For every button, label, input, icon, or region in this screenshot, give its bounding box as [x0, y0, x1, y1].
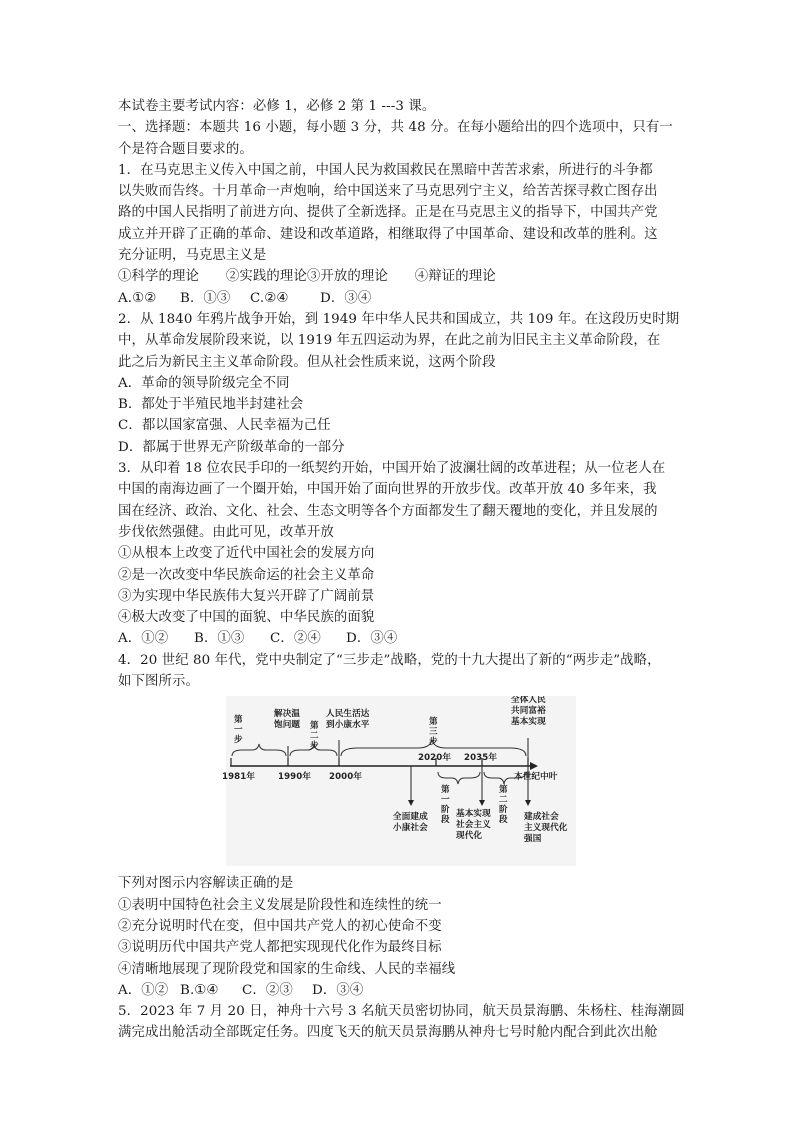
- q3-statement: ①从根本上改变了近代中国社会的发展方向: [118, 546, 375, 562]
- step3-char: 第: [429, 717, 438, 728]
- q4-stem-line: 如下图所示。: [118, 674, 199, 690]
- exam-scope: 本试卷主要考试内容：必修 1，必修 2 第 1 ---3 课。: [118, 99, 436, 114]
- phase1-char: 段: [441, 815, 450, 826]
- q2-stem-line: 2．从 1840 年鸦片战争开始，到 1949 年中华人民共和国成立，共 109 年。在这段历史时期: [118, 311, 680, 327]
- q1-option-d[interactable]: D．③④: [320, 290, 372, 306]
- q4-statement: ①表明中国特色社会主义发展是阶段性和连续性的统一: [118, 897, 442, 913]
- year-2035: 2035年: [464, 753, 498, 764]
- step1-char: 一: [234, 725, 243, 736]
- q1-stem-line: 成立并开辟了正确的革命、建设和改革道路，相继取得了中国革命、建设和改革的胜利。这: [118, 226, 658, 242]
- q3-option-a[interactable]: A．①②: [118, 631, 169, 647]
- q2-choice-b[interactable]: B．都处于半殖民地半封建社会: [118, 397, 304, 413]
- q4-option-c[interactable]: C．②③: [242, 982, 293, 998]
- q1-stem-line: 以失败而告终。十月革命一声炮响，给中国送来了马克思列宁主义，给苦苦探寻救亡图存出: [118, 184, 658, 200]
- year-mid-century: 本世纪中叶: [514, 772, 558, 783]
- q3-stem-line: 国在经济、政治、文化、社会、生态文明等各个方面都发生了翻天覆地的变化，并且发展的: [118, 503, 658, 519]
- q1-options: [118, 288, 684, 309]
- question-1: [118, 160, 684, 309]
- step2-char: 第: [310, 721, 319, 732]
- q4-options: [118, 980, 684, 1001]
- step1-char: 第: [234, 715, 243, 726]
- q4-prompt: 下列对图示内容解读正确的是: [118, 876, 294, 892]
- year-2000: 2000年: [329, 772, 363, 783]
- q4-stem-line: 4．20 世纪 80 年代，党中央制定了“三步走”战略，党的十九大提出了新的“两步走”战略，: [118, 652, 661, 668]
- q3-stem-line: 3．从印着 18 位农民手印的一纸契约开始，中国开始了波澜壮阔的改革进程；从一位老人在: [118, 461, 666, 477]
- phase1-char: 一: [441, 795, 450, 806]
- phase1-char: 阶: [441, 805, 450, 816]
- q1-stem-line: 充分证明，马克思主义是: [118, 248, 267, 264]
- exam-content: [118, 96, 684, 1044]
- q1-stem-line: 1．在马克思主义传入中国之前，中国人民为救国救民在黑暗中苦苦求索，所进行的斗争都: [118, 162, 653, 178]
- strategy-timeline-figure: [118, 696, 684, 871]
- target1-label: 全面建成 小康社会: [393, 812, 428, 834]
- q4-statement: ②充分说明时代在变，但中国共产党人的初心使命不变: [118, 918, 442, 934]
- phase2-char: 阶: [499, 805, 508, 816]
- question-4: [118, 650, 684, 1001]
- q3-option-d[interactable]: D．③④: [346, 631, 398, 647]
- q1-statements: ①科学的理论 ②实践的理论③开放的理论 ④辩证的理论: [118, 269, 496, 285]
- step3-char: 步: [429, 737, 438, 748]
- q3-options: [118, 628, 684, 649]
- q3-stem-line: 中国的南海边画了一个圈开始，中国开始了面向世界的开放步伐。改革开放 40 多年来，我: [118, 482, 657, 498]
- question-3: [118, 458, 684, 650]
- q4-option-a[interactable]: A．①②: [118, 982, 169, 998]
- q3-stem-line: 步伐依然强健。由此可见，改革开放: [118, 524, 334, 540]
- q5-stem-line: 5．2023 年 7 月 20 日，神舟十六号 3 名航天员密切协同，航天员景海鹏、朱杨柱、桂海潮圆: [118, 1004, 685, 1020]
- goal3-label: 全体人民 共同富裕 基本实现: [511, 696, 546, 728]
- q3-statement: ②是一次改变中华民族命运的社会主义革命: [118, 567, 375, 583]
- target3-label: 建成社会 主义现代化 强国: [524, 812, 568, 845]
- q2-stem-line: 此之后为新民主主义革命阶段。但从社会性质来说，这两个阶段: [118, 354, 496, 370]
- step2-char: 步: [310, 741, 319, 752]
- q1-option-b[interactable]: B．①③: [180, 290, 231, 306]
- question-2: [118, 309, 684, 458]
- q4-statement: ④清晰地展现了现阶段党和国家的生命线、人民的幸福线: [118, 961, 456, 977]
- section-instruction-line-1: 一、选择题：本题共 16 小题，每小题 3 分，共 48 分。在每小题给出的四个选项中，只有一: [118, 120, 673, 136]
- q2-choice-c[interactable]: C．都以国家富强、人民幸福为己任: [118, 418, 331, 434]
- step2-char: 二: [310, 731, 319, 742]
- q4-statement: ③说明历代中国共产党人都把实现现代化作为最终目标: [118, 940, 442, 956]
- goal2-label: 人民生活达 到小康水平: [326, 709, 370, 731]
- q3-option-c[interactable]: C．②④: [270, 631, 321, 647]
- timeline-diagram: [118, 696, 684, 871]
- q4-option-b[interactable]: B.①④: [180, 982, 219, 998]
- question-5: [118, 1001, 684, 1044]
- phase2-char: 第: [499, 785, 508, 796]
- goal1-label: 解决温 饱问题: [274, 709, 301, 731]
- q3-option-b[interactable]: B．①③: [194, 631, 245, 647]
- q1-option-c[interactable]: C.②④: [250, 290, 289, 306]
- phase1-char: 第: [441, 785, 450, 796]
- q1-stem-line: 路的中国人民指明了前进方向、提供了全新选择。正是在马克思主义的指导下，中国共产党: [118, 205, 658, 221]
- q2-choice-d[interactable]: D．都属于世界无产阶级革命的一部分: [118, 439, 345, 455]
- q5-stem-line: 满完成出舱活动全部既定任务。四度飞天的航天员景海鹏从神舟七号时舱内配合到此次出舱: [118, 1025, 658, 1041]
- year-2020: 2020年: [418, 753, 452, 764]
- year-1990: 1990年: [278, 772, 312, 783]
- q1-option-a[interactable]: A.①②: [118, 290, 157, 306]
- step1-char: 步: [234, 735, 243, 746]
- section-instruction-line-2: 个是符合题目要求的。: [118, 141, 253, 157]
- q3-statement: ③为实现中华民族伟大复兴开辟了广阔前景: [118, 588, 375, 604]
- phase2-char: 段: [499, 815, 508, 826]
- q4-option-d[interactable]: D．③④: [312, 982, 364, 998]
- phase2-char: 二: [499, 795, 508, 806]
- q2-stem-line: 中，从革命发展阶段来说，以 1919 年五四运动为界，在此之前为旧民主主义革命阶段，在: [118, 333, 661, 349]
- target2-label: 基本实现 社会主义 现代化: [456, 809, 491, 842]
- q2-choice-a[interactable]: A．革命的领导阶级完全不同: [118, 375, 290, 391]
- year-1981: 1981年: [222, 772, 256, 783]
- q3-statement: ④极大改变了中国的面貌、中华民族的面貌: [118, 610, 375, 626]
- step3-char: 三: [429, 727, 438, 738]
